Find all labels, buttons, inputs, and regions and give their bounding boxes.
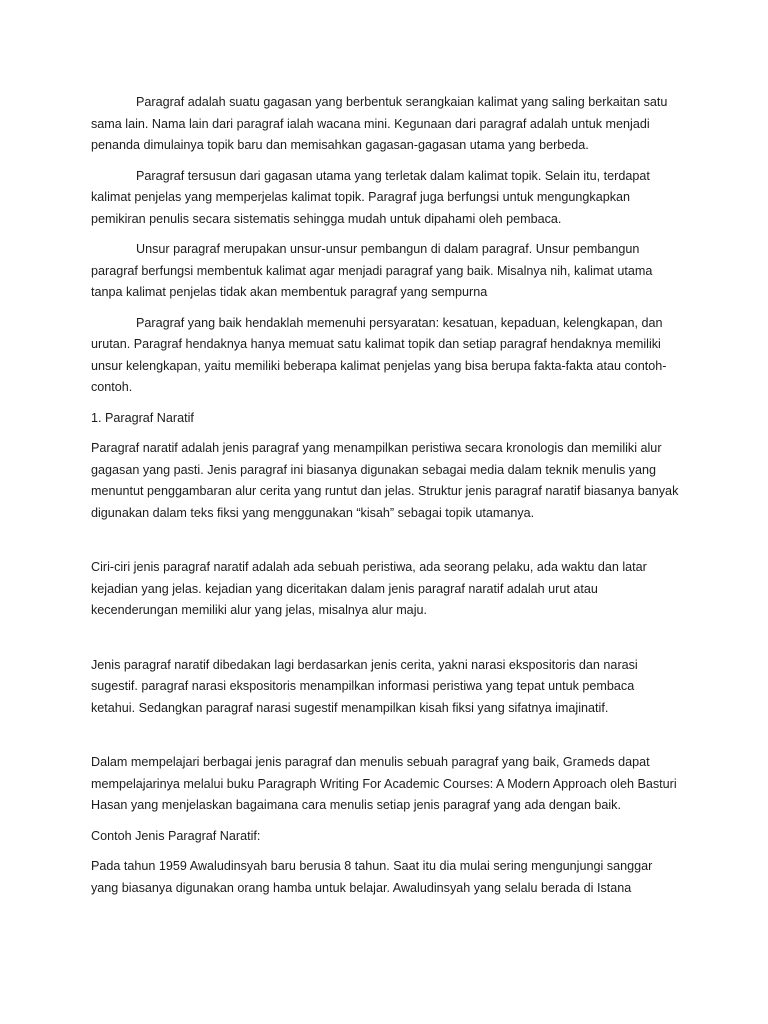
document-body bbox=[91, 92, 681, 908]
intro-paragraph-3: Unsur paragraf merupakan unsur-unsur pembangun di dalam paragraf. Unsur pembangun paragraf berfungsi membentuk kalimat agar menjadi paragraf yang baik. Misalnya nih, kalimat utama tanpa kalimat penjelas tidak akan membentuk paragraf yang sempurna bbox=[91, 242, 653, 299]
narrative-paragraph-4: Dalam mempelajari berbagai jenis paragraf dan menulis sebuah paragraf yang baik, Grameds dapat mempelajarinya melalui buku Paragraph Writing For Academic Courses: A Modern Approach oleh Basturi Hasan yang menjelaskan bagaimana cara menulis setiap jenis paragraf yang ada dengan baik. bbox=[91, 755, 677, 812]
example-heading: Contoh Jenis Paragraf Naratif: bbox=[91, 828, 261, 843]
intro-paragraph-2: Paragraf tersusun dari gagasan utama yang terletak dalam kalimat topik. Selain itu, terdapat kalimat penjelas yang memperjelas kalimat topik. Paragraf juga berfungsi untuk mengungkapkan pemikiran penulis secara sistematis sehingga mudah untuk dipahami oleh pembaca. bbox=[91, 168, 650, 226]
intro-paragraph-4: Paragraf yang baik hendaklah memenuhi persyaratan: kesatuan, kepaduan, kelengkapan, dan urutan. Paragraf hendaknya hanya memuat satu kalimat topik dan setiap paragraf hendaknya memiliki unsur kelengkapan, yaitu memiliki beberapa kalimat penjelas yang bisa berupa fakta-fakta atau contoh-contoh. bbox=[91, 315, 667, 394]
narrative-paragraph-3: Jenis paragraf naratif dibedakan lagi berdasarkan jenis cerita, yakni narasi ekspositoris dan narasi sugestif. paragraf narasi ekspositoris menampilkan informasi peristiwa yang tepat untuk pembaca ketahui. Sedangkan paragraf narasi sugestif menampilkan kisah fiksi yang sifatnya imajinatif. bbox=[91, 657, 638, 715]
narrative-paragraph-2: Ciri-ciri jenis paragraf naratif adalah ada sebuah peristiwa, ada seorang pelaku, ada waktu dan latar kejadian yang jelas. kejadian yang diceritakan dalam jenis paragraf naratif adalah urut atau kecenderungan memiliki alur yang jelas, misalnya alur maju. bbox=[91, 560, 647, 617]
narrative-paragraph-1: Paragraf naratif adalah jenis paragraf yang menampilkan peristiwa secara kronologis dan memiliki alur gagasan yang pasti. Jenis paragraf ini biasanya digunakan sebagai media dalam teknik menulis yang menuntut penggambaran alur cerita yang runtut dan jelas. Struktur jenis paragraf naratif biasanya banyak digunakan dalam teks fiksi yang menggunakan “kisah” sebagai topik utamanya. bbox=[91, 441, 679, 520]
section-heading: 1. Paragraf Naratif bbox=[91, 410, 194, 425]
intro-paragraph-1: Paragraf adalah suatu gagasan yang berbentuk serangkaian kalimat yang saling berkaitan satu sama lain. Nama lain dari paragraf ialah wacana mini. Kegunaan dari paragraf adalah untuk menjadi penanda dimulainya topik baru dan memisahkan gagasan-gagasan utama yang berbeda. bbox=[91, 95, 668, 152]
example-paragraph: Pada tahun 1959 Awaludinsyah baru berusia 8 tahun. Saat itu dia mulai sering mengunjungi sanggar yang biasanya digunakan orang hamba untuk belajar. Awaludinsyah yang selalu berada di Istana bbox=[91, 859, 653, 895]
